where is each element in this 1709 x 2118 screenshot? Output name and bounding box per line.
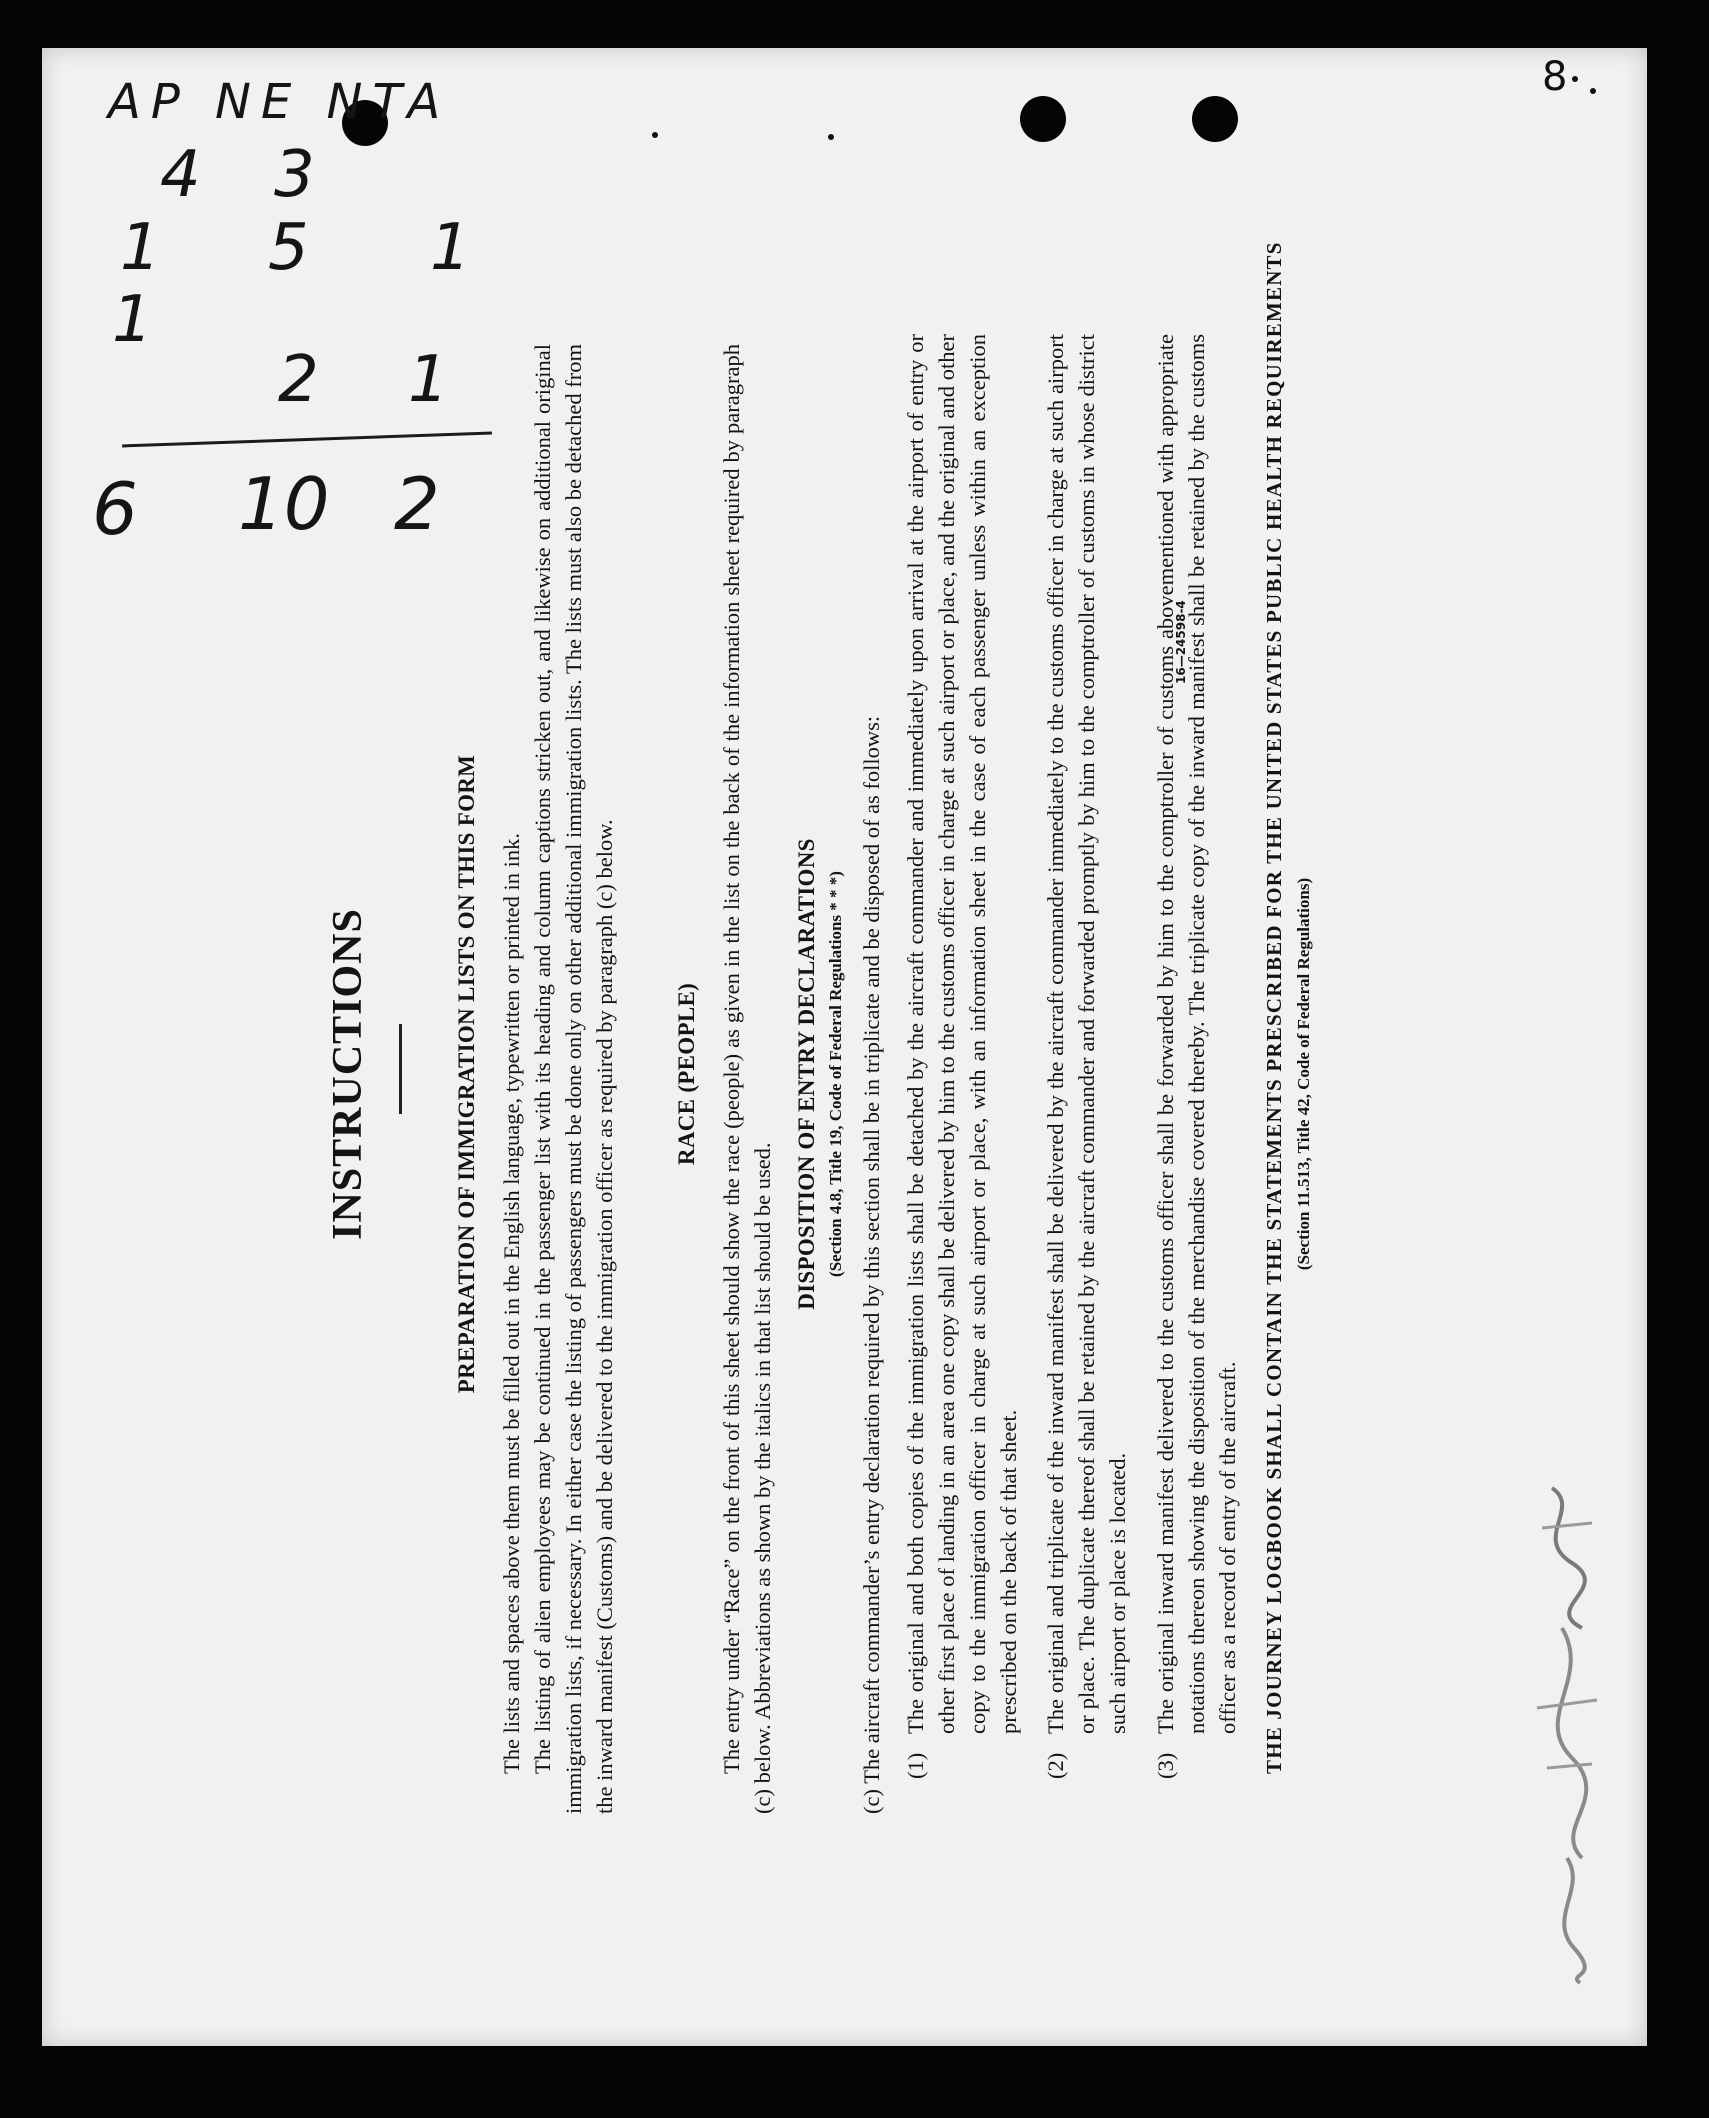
form-number: 16—24598-4 bbox=[1174, 600, 1188, 684]
tally-cell: 1 bbox=[120, 211, 161, 285]
title-divider bbox=[399, 1024, 402, 1114]
disposition-item: The original and triplicate of the inward manifest shall be delivered by the aircraft commander immediately to the customs officer in charge at such airport or place. The duplicate thereof shall be retained by the aircraft commander and forwarded promptly by him to the comptroller of customs in whose district such airport or place is located. bbox=[1043, 334, 1130, 1734]
speck bbox=[828, 134, 834, 140]
item-number: (3) bbox=[1153, 1752, 1178, 1779]
signature-strokes bbox=[1512, 1468, 1622, 1988]
section-heading-race: RACE (PEOPLE) bbox=[674, 982, 699, 1166]
speck bbox=[1590, 88, 1596, 94]
paper-sheet bbox=[42, 48, 1647, 2046]
item-number: (2) bbox=[1043, 1752, 1068, 1779]
paragraph-preparation-1: The lists and spaces above them must be filled out in the English language, typewritten or printed in ink. bbox=[499, 832, 524, 1774]
tally-cell: 1 bbox=[430, 211, 471, 285]
disposition-item: The original inward manifest delivered to the customs officer shall be forwarded by him to the comptroller of customs abovementioned with appropriate notations thereon showing the disposition of the merchandise covered thereby. The triplicate copy of the inward manifest shall be retained by the customs officer as a record of entry of the aircraft. bbox=[1153, 334, 1240, 1734]
paragraph-entry-declaration: (c) The aircraft commander’s entry declaration required by this section shall be in triplicate and be disposed of as follows: bbox=[859, 715, 884, 1814]
tally-cell: 5 bbox=[268, 211, 309, 285]
punch-hole bbox=[1192, 96, 1238, 142]
tally-cell: 1 bbox=[112, 283, 153, 357]
punch-hole bbox=[1020, 96, 1066, 142]
section-heading-preparation: PREPARATION OF IMMIGRATION LISTS ON THIS FORM bbox=[454, 754, 479, 1394]
item-number: (1) bbox=[903, 1752, 928, 1779]
tally-cell: 2 bbox=[278, 343, 319, 417]
corner-mark: 8 bbox=[1542, 54, 1568, 100]
footer-citation: (Section 11.513, Title 42, Code of Federal Regulations) bbox=[1294, 877, 1313, 1271]
page-title: INSTRUCTIONS bbox=[325, 908, 371, 1240]
tally-total: 10 bbox=[238, 462, 330, 546]
footer-requirements: THE JOURNEY LOGBOOK SHALL CONTAIN THE STATEMENTS PRESCRIBED FOR THE UNITED STATES PUBLIC HEALTH REQUIREMENTS bbox=[1262, 241, 1286, 1774]
paragraph-preparation-2: The listing of alien employees may be continued in the passenger list with its heading and column captions stricken out, and likewise on additional original immigration lists, if necessary. In either case the listing of passengers must be done only on other additional immigration lists. The lists must also be detached from the inward manifest (Customs) and be delivered to the immigration officer as required by paragraph (c) below. bbox=[530, 344, 617, 1814]
speck bbox=[1572, 76, 1578, 82]
speck bbox=[652, 132, 658, 138]
instructions-block bbox=[204, 241, 1344, 1894]
tally-cell: 1 bbox=[408, 343, 449, 417]
tally-total: 2 bbox=[394, 462, 440, 546]
tally-total: 6 bbox=[92, 467, 138, 551]
paragraph-race: The entry under “Race” on the front of this sheet should show the race (people) as given in the list on the back of the information sheet required by paragraph (c) below. Abbreviations as shown by the italics in that list should be used. bbox=[719, 344, 775, 1814]
tally-cell: 4 bbox=[160, 138, 201, 212]
section-heading-disposition: DISPOSITION OF ENTRY DECLARATIONS bbox=[794, 838, 819, 1310]
disposition-item: The original and both copies of the immigration lists shall be detached by the aircraft commander and immediately upon arrival at the airport of entry or other first place of landing in an area one copy shall be delivered by him to the customs officer in charge at such airport or place, and the original and other copy to the immigration officer in charge at such airport or place, with an information sheet in the case of each passenger unless within an exception prescribed on the back of that sheet. bbox=[903, 334, 1021, 1734]
citation-title-19: (Section 4.8, Title 19, Code of Federal Regulations * * *) bbox=[826, 871, 845, 1277]
tally-cell: 3 bbox=[274, 138, 315, 212]
tally-header: AP NE NTA bbox=[108, 74, 451, 130]
